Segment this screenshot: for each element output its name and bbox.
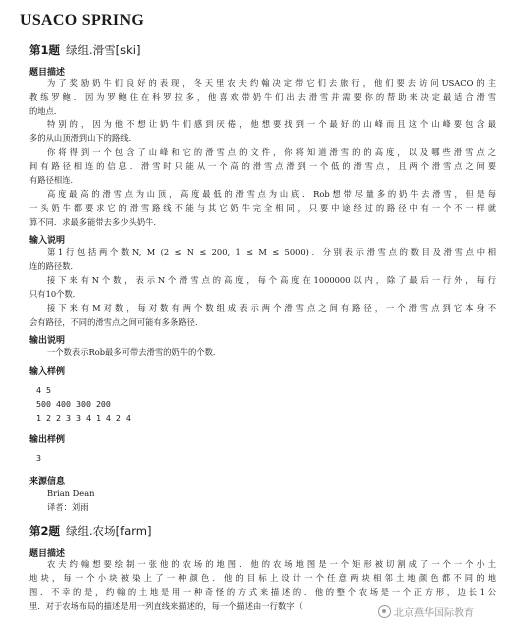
desc-line: 有路径相连．: [29, 175, 79, 185]
sample-output-line: 3: [36, 453, 41, 463]
desc-line: 你将得到一个包含了山峰和它的滑雪点的文件，你将知道滑雪的的高度，以及哪些滑雪点之: [47, 147, 496, 157]
watermark: [376, 603, 476, 620]
desc-line: 一头奶牛都要求它的滑雪路线不能与其它奶牛完全相同，只要中途经过的路径中有一个不一样就: [29, 203, 496, 213]
output-line: 一个数表示Rob最多可带去滑雪的奶牛的个数．: [47, 347, 222, 357]
problem-1-title: [29, 42, 141, 58]
input-line: 连的路径数．: [29, 261, 79, 271]
sample-input-line: 4 5: [36, 385, 51, 395]
desc-line: 特别的，因为他不想让奶牛们感到厌倦，他想要找到一个最好的山峰而且这个山峰要包含最: [47, 119, 496, 129]
desc-line: 多的从山顶滑到山下的路线．: [29, 133, 137, 143]
desc-line: 的地点．: [29, 106, 63, 116]
input-line: 接下来有M对数，每对数有两个数组成表示两个滑雪点之间有路径，一个滑雪点到它本身不: [47, 303, 496, 313]
input-line: 接下来有N个数，表示N个滑雪点的高度，每个高度在1000000以内，除了最后一行外，每行: [47, 275, 496, 285]
source-author: Brian Dean: [47, 488, 95, 498]
sample-input-line: 500 400 300 200: [36, 399, 111, 409]
desc-line: 算不同．求最多能带去多少头奶牛．: [29, 217, 162, 227]
problem-1-source-heading: 来源信息: [29, 477, 66, 487]
problem-2-title: [29, 523, 151, 539]
input-line: 第1行包括两个数N, M (2 ≤ N ≤ 200, 1 ≤ M ≤ 5000)．分别表示滑雪点的数目及滑雪点中相: [47, 247, 496, 257]
input-line: 只有10个数．: [29, 289, 82, 299]
watermark-text: 北京燕华国际教育: [394, 608, 474, 619]
problem-1-desc-heading: 题目描述: [29, 68, 66, 78]
problem-2-number: 第2题: [29, 524, 61, 538]
desc-line: 农夫约翰想要绘制一张他的农场的地图．他的农场地图是一个矩形被切割成了一个一个小土: [47, 559, 496, 569]
desc-line: 地块，每一个小块被染上了一种颜色．他的目标上设计一个任意两块相邻土地颜色都不同的地: [29, 573, 496, 583]
input-line: 会有路径，不同的滑雪点之间可能有多条路径．: [29, 317, 204, 327]
problem-2-desc-heading: 题目描述: [29, 549, 66, 559]
desc-line: 教练罗鲍．因为罗鲍住在科罗拉多，他喜欢带奶牛们出去滑雪并需要你的帮助来决定最适合滑雪: [29, 92, 496, 102]
problem-1-name: 绿组.滑雪[ski]: [66, 43, 141, 57]
problem-1-sample-input-heading: 输入样例: [29, 367, 66, 377]
problem-1-input-heading: 输入说明: [29, 236, 66, 246]
watermark-logo-icon: [378, 605, 391, 618]
desc-line: 图．不幸的是，约翰的土地是用一种奇怪的方式来描述的．他的整个农场是一个正方形，边长1公: [29, 587, 496, 597]
desc-line: 里．对于农场布局的描述是用一列直线来描述的，每一个描述由一行数字（: [29, 601, 303, 611]
document-title: USACO SPRING: [20, 12, 145, 29]
source-translator: 译者：刘雨: [47, 502, 89, 512]
desc-line: 高度最高的滑雪点为山顶，高度最低的滑雪点为山底．Rob想带尽量多的奶牛去滑雪，但是每: [47, 189, 496, 199]
problem-1-number: 第1题: [29, 43, 61, 57]
sample-input-line: 1 2 2 3 3 4 1 4 2 4: [36, 413, 131, 423]
problem-1-sample-output-heading: 输出样例: [29, 435, 66, 445]
desc-line: 为了奖励奶牛们良好的表现，冬天里农夫约翰决定带它们去旅行，他们要去访问USACO的主: [47, 78, 496, 88]
problem-2-name: 绿组.农场[farm]: [66, 524, 152, 538]
problem-1-output-heading: 输出说明: [29, 336, 66, 346]
desc-line: 间有路径相连的信息．滑雪时只能从一个高的滑雪点滑到一个低的滑雪点，且两个滑雪点之间要: [29, 161, 496, 171]
